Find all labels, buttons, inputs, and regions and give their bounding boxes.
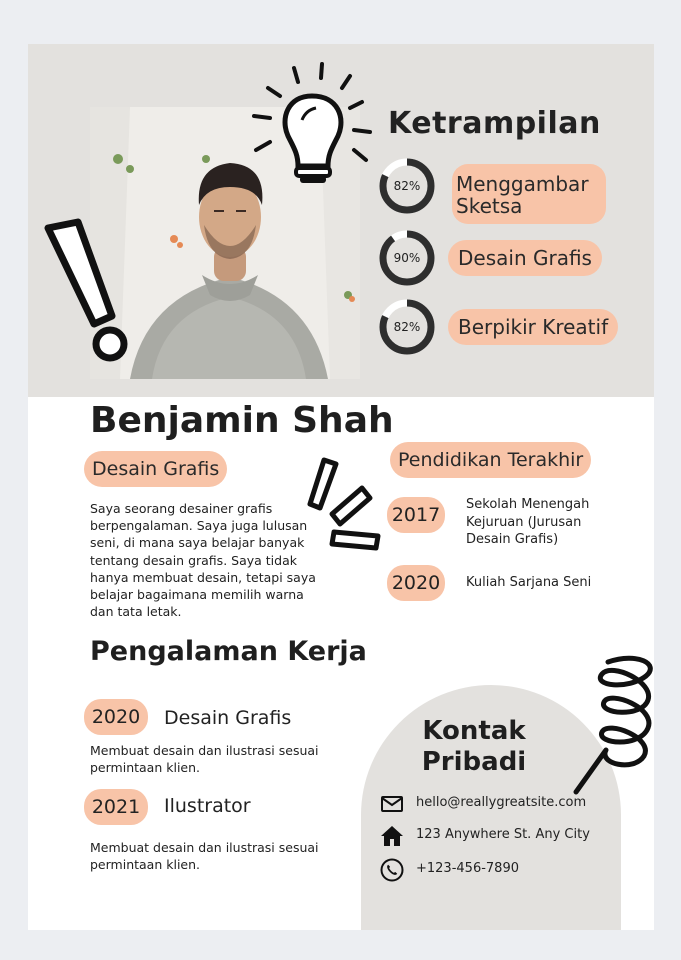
skill-percent: 82% <box>393 320 421 334</box>
education-year: 2017 <box>387 497 445 533</box>
experience-desc-line: permintaan klien. <box>90 857 201 873</box>
mail-icon <box>380 792 404 816</box>
experience-title: Ilustrator <box>164 795 251 817</box>
home-icon <box>380 824 404 848</box>
about-line: dan tata letak. <box>90 604 182 620</box>
skill-label <box>452 164 606 224</box>
experience-desc-line: permintaan klien. <box>90 760 201 776</box>
skill-ring <box>379 230 435 286</box>
education-line: Kejuruan (Jurusan <box>466 514 582 530</box>
burst-icon <box>300 454 384 554</box>
skill-ring <box>379 299 435 355</box>
education-line: Desain Grafis) <box>466 532 559 547</box>
exclamation-icon <box>42 216 132 366</box>
contact-heading <box>386 716 562 778</box>
about-line: berpengalaman. Saya juga lulusan <box>90 518 308 534</box>
about-line: Saya seorang desainer grafis <box>90 501 273 516</box>
contact-phone[interactable]: +123-456-7890 <box>416 861 519 876</box>
about-line: hanya membuat desain, tetapi saya <box>90 569 316 585</box>
experience-title: Desain Grafis <box>164 707 292 729</box>
education-line: Sekolah Menengah <box>466 497 590 512</box>
education-line: Kuliah Sarjana Seni <box>466 575 592 590</box>
skill-label-line1: Menggambar <box>456 172 589 196</box>
experience-year: 2020 <box>84 699 148 735</box>
lightbulb-icon <box>250 62 376 186</box>
contact-email[interactable]: hello@reallygreatsite.com <box>416 795 587 810</box>
about-line: belajar bagaimana memilih warna <box>90 587 304 603</box>
skill-ring <box>379 158 435 214</box>
profile-role: Desain Grafis <box>84 451 227 487</box>
skill-percent: 90% <box>393 251 421 265</box>
contact-address: 123 Anywhere St. Any City <box>416 827 590 842</box>
contact-heading-line2: Pribadi <box>421 747 527 777</box>
education-desc <box>466 496 636 549</box>
phone-icon <box>380 858 404 882</box>
resume-page <box>28 44 654 930</box>
education-desc <box>466 574 636 592</box>
skill-label: Desain Grafis <box>448 240 602 276</box>
about-line: tentang desain grafis. Saya tidak <box>90 552 297 568</box>
skill-label-line2: Sketsa <box>456 194 523 218</box>
experience-desc <box>90 839 350 873</box>
profile-name: Benjamin Shah <box>90 400 394 441</box>
contact-heading-line1: Kontak <box>422 716 526 746</box>
experience-heading: Pengalaman Kerja <box>90 636 367 667</box>
education-heading: Pendidikan Terakhir <box>390 442 591 478</box>
experience-desc-line: Membuat desain dan ilustrasi sesuai <box>90 840 319 855</box>
skill-label: Berpikir Kreatif <box>448 309 618 345</box>
experience-desc-line: Membuat desain dan ilustrasi sesuai <box>90 743 319 758</box>
scribble-icon <box>568 652 654 802</box>
about-line: seni, di mana saya belajar banyak <box>90 535 305 551</box>
skill-percent: 82% <box>393 179 421 193</box>
experience-desc <box>90 742 350 776</box>
experience-year: 2021 <box>84 789 148 825</box>
education-year: 2020 <box>387 565 445 601</box>
skills-heading: Ketrampilan <box>388 106 601 141</box>
